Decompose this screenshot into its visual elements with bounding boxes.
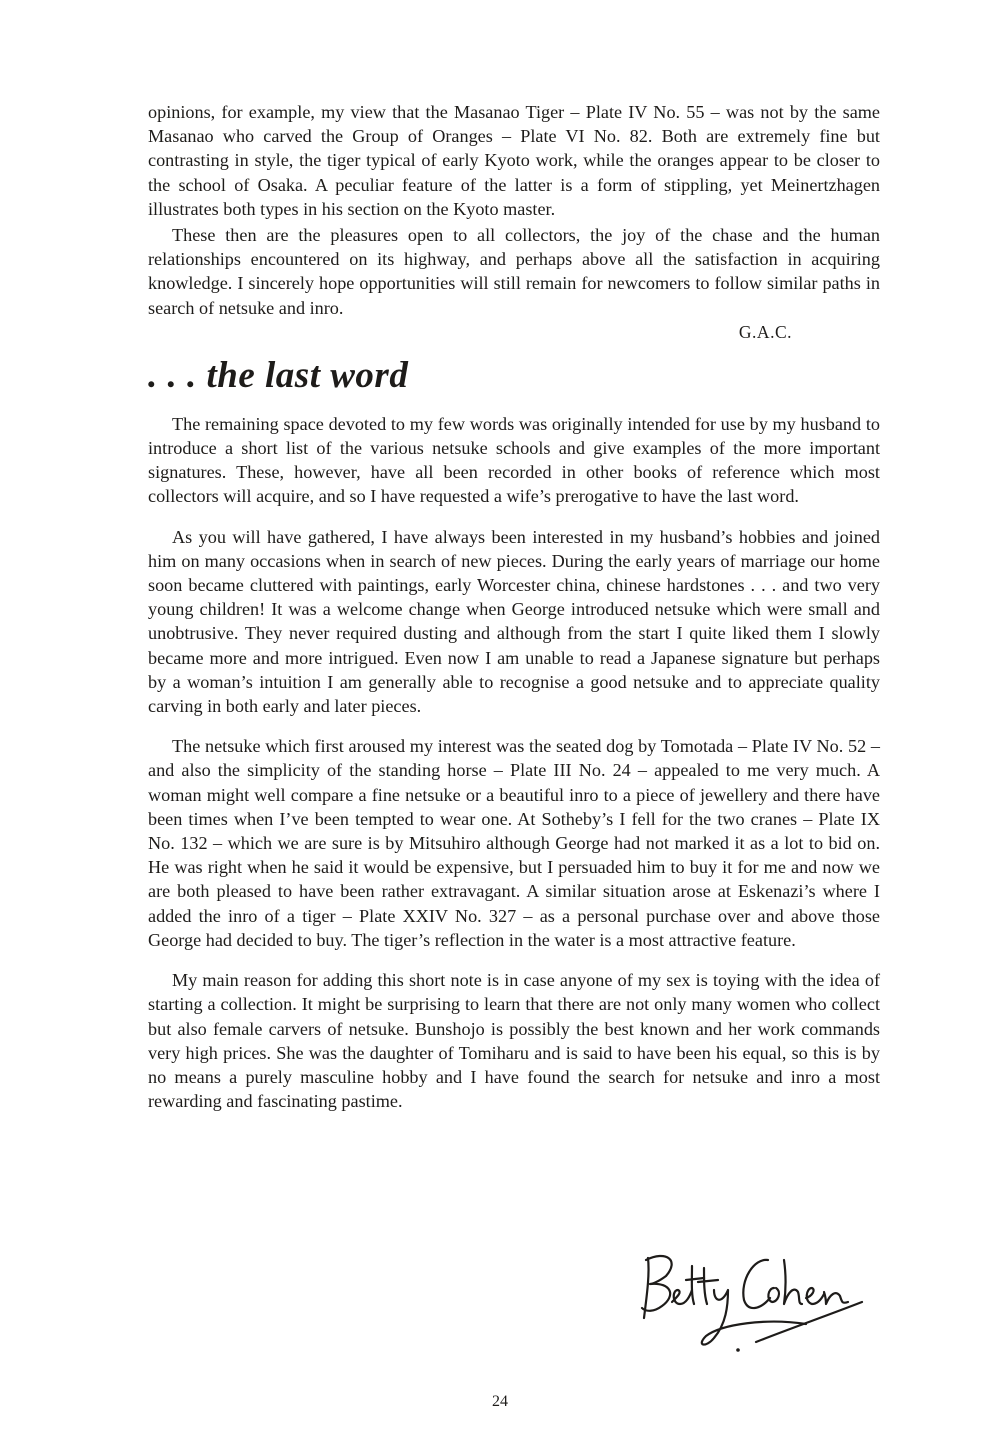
section-heading-last-word: . . . the last word: [148, 354, 409, 396]
paragraph-pleasures: These then are the pleasures open to all collectors, the joy of the chase and the human relationships encountered on its highway, and perhaps above all the satisfaction in acquiring knowledge. I sincerely hope opportunities will still remain for newcomers to follow similar paths in search of netsuke and inro.: [148, 225, 880, 318]
paragraph-hobbies: As you will have gathered, I have always been interested in my husband’s hobbies and joined him on many occasions when in search of new pieces. During the early years of marriage our home soon became cluttered with paintings, early Worcester china, chinese hardstones . . . and two very young children! It was a welcome change when George introduced netsuke which were small and unobtrusive. They never required dusting and although from the start I quite liked them I slowly became more and more intrigued. Even now I am unable to read a Japanese signature but perhaps by a woman’s intuition I am generally able to recognise a good netsuke and to appreciate quality carving in both early and later pieces.: [148, 526, 880, 717]
page-body: [148, 100, 880, 1113]
paragraph-opinions: opinions, for example, my view that the Masanao Tiger – Plate IV No. 55 – was not by the same Masanao who carved the Group of Oranges – Plate VI No. 82. Both are extremely fine but contrasting in style, the tiger typical of early Kyoto work, while the oranges appear to be closer to the school of Osaka. A peculiar feature of the latter is a form of stippling, yet Meinertzhagen illustrates both types in his section on the Kyoto master.: [148, 102, 880, 219]
author-initials: G.A.C.: [738, 321, 792, 342]
signature-betty-cohen: [636, 1246, 876, 1356]
paragraph-main-reason: My main reason for adding this short note is in case anyone of my sex is toying with the idea of starting a collection. It might be surprising to learn that there are not only many women who collect but also female carvers of netsuke. Bunshojo is possibly the best known and her work commands very high prices. She was the daughter of Tomiharu and is said to have been his equal, so this is by no means a purely masculine hobby and I have found the search for netsuke and inro a most rewarding and fascinating pastime.: [148, 970, 880, 1112]
paragraph-first-netsuke: The netsuke which first aroused my interest was the seated dog by Tomotada – Plate IV No. 52 – and also the simplicity of the standing horse – Plate III No. 24 – appealed to me very much. A woman might well compare a fine netsuke or a beautiful inro to a piece of jewellery and there have been times when I’ve been tempted to wear one. At Sotheby’s I fell for the two cranes – Plate IX No. 132 – which we are sure is by Mitsuhiro although George had not marked it as a lot to bid on. He was right when he said it would be expensive, but I persuaded him to buy it for me and now we are both pleased to have been rather extravagant. A similar situation arose at Eskenazi’s where I added the inro of a tiger – Plate XXIV No. 327 – as a personal purchase over and above those George had decided to buy. The tiger’s reflection in the water is a most attractive feature.: [148, 736, 880, 950]
page-number: 24: [492, 1393, 508, 1410]
paragraph-remaining-space: The remaining space devoted to my few words was originally intended for use by my husband to introduce a short list of the various netsuke schools and give examples of the more important signatures. These, however, have all been recorded in other books of reference which most collectors will acquire, and so I have requested a wife’s prerogative to have the last word.: [148, 413, 880, 507]
